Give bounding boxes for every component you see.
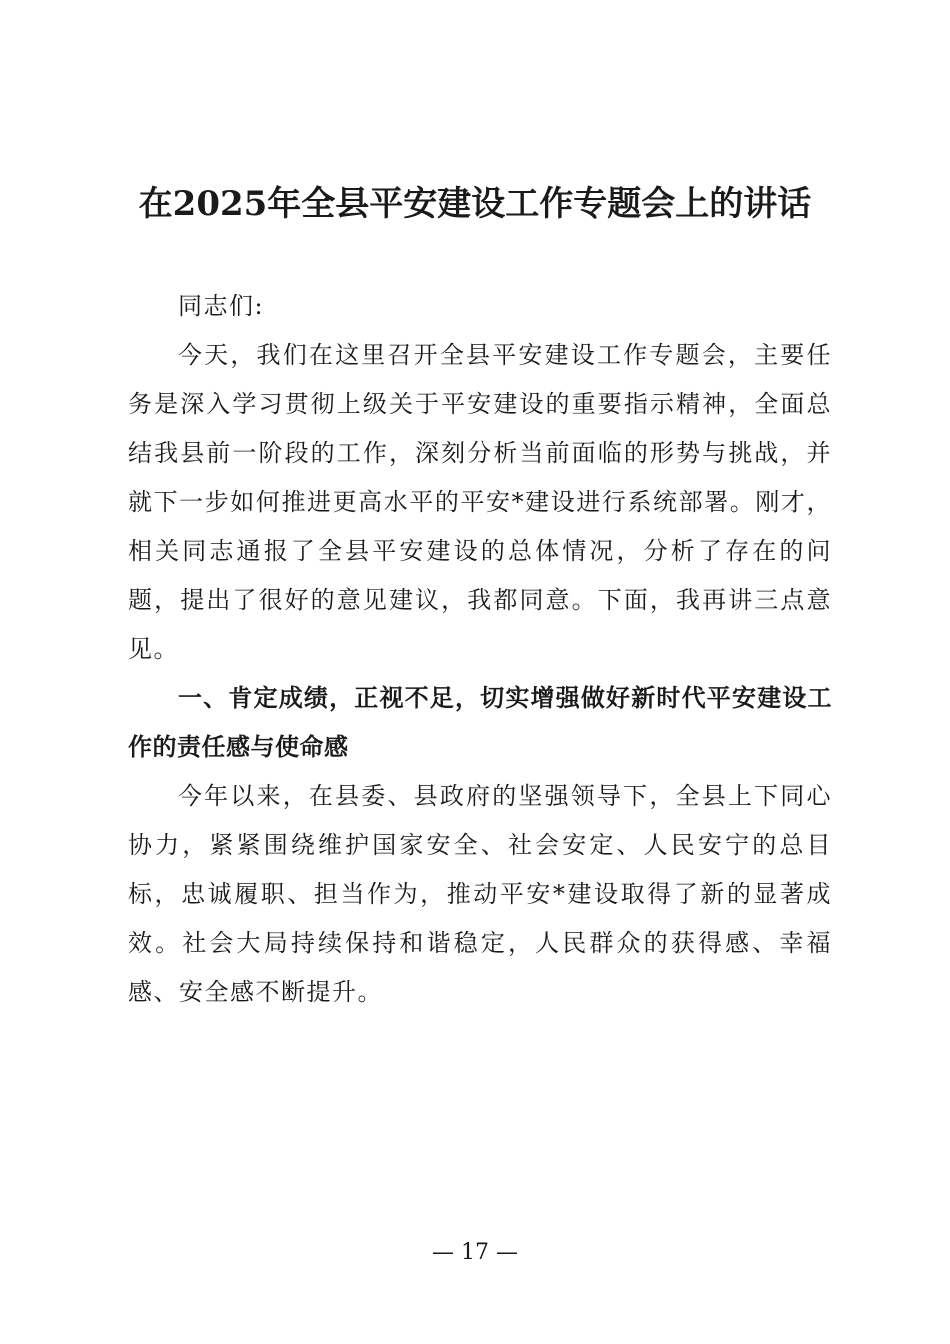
salutation: 同志们: (178, 292, 265, 320)
document-body (128, 282, 832, 1017)
page-number: — 17 — (432, 1240, 518, 1265)
document-title: 在2025年全县平安建设工作专题会上的讲话 (138, 184, 812, 224)
opening-paragraph: 今天，我们在这里召开全县平安建设工作专题会，主要任务是深入学习贯彻上级关于平安建设的重要指示精神，全面总结我县前一阶段的工作，深刻分析当前面临的形势与挑战，并就下一步如何推进更高水平的平安*建设进行系统部署。刚才，相关同志通报了全县平安建设的总体情况，分析了存在的问题，提出了很好的意见建议，我都同意。下面，我再讲三点意见。 (128, 341, 832, 663)
section-heading: 一、肯定成绩，正视不足，切实增强做好新时代平安建设工作的责任感与使命感 (128, 684, 832, 761)
section-paragraph: 今年以来，在县委、县政府的坚强领导下，全县上下同心协力，紧紧围绕维护国家安全、社会安定、人民安宁的总目标，忠诚履职、担当作为，推动平安*建设取得了新的显著成效。社会大局持续保持和谐稳定，人民群众的获得感、幸福感、安全感不断提升。 (128, 782, 832, 1006)
